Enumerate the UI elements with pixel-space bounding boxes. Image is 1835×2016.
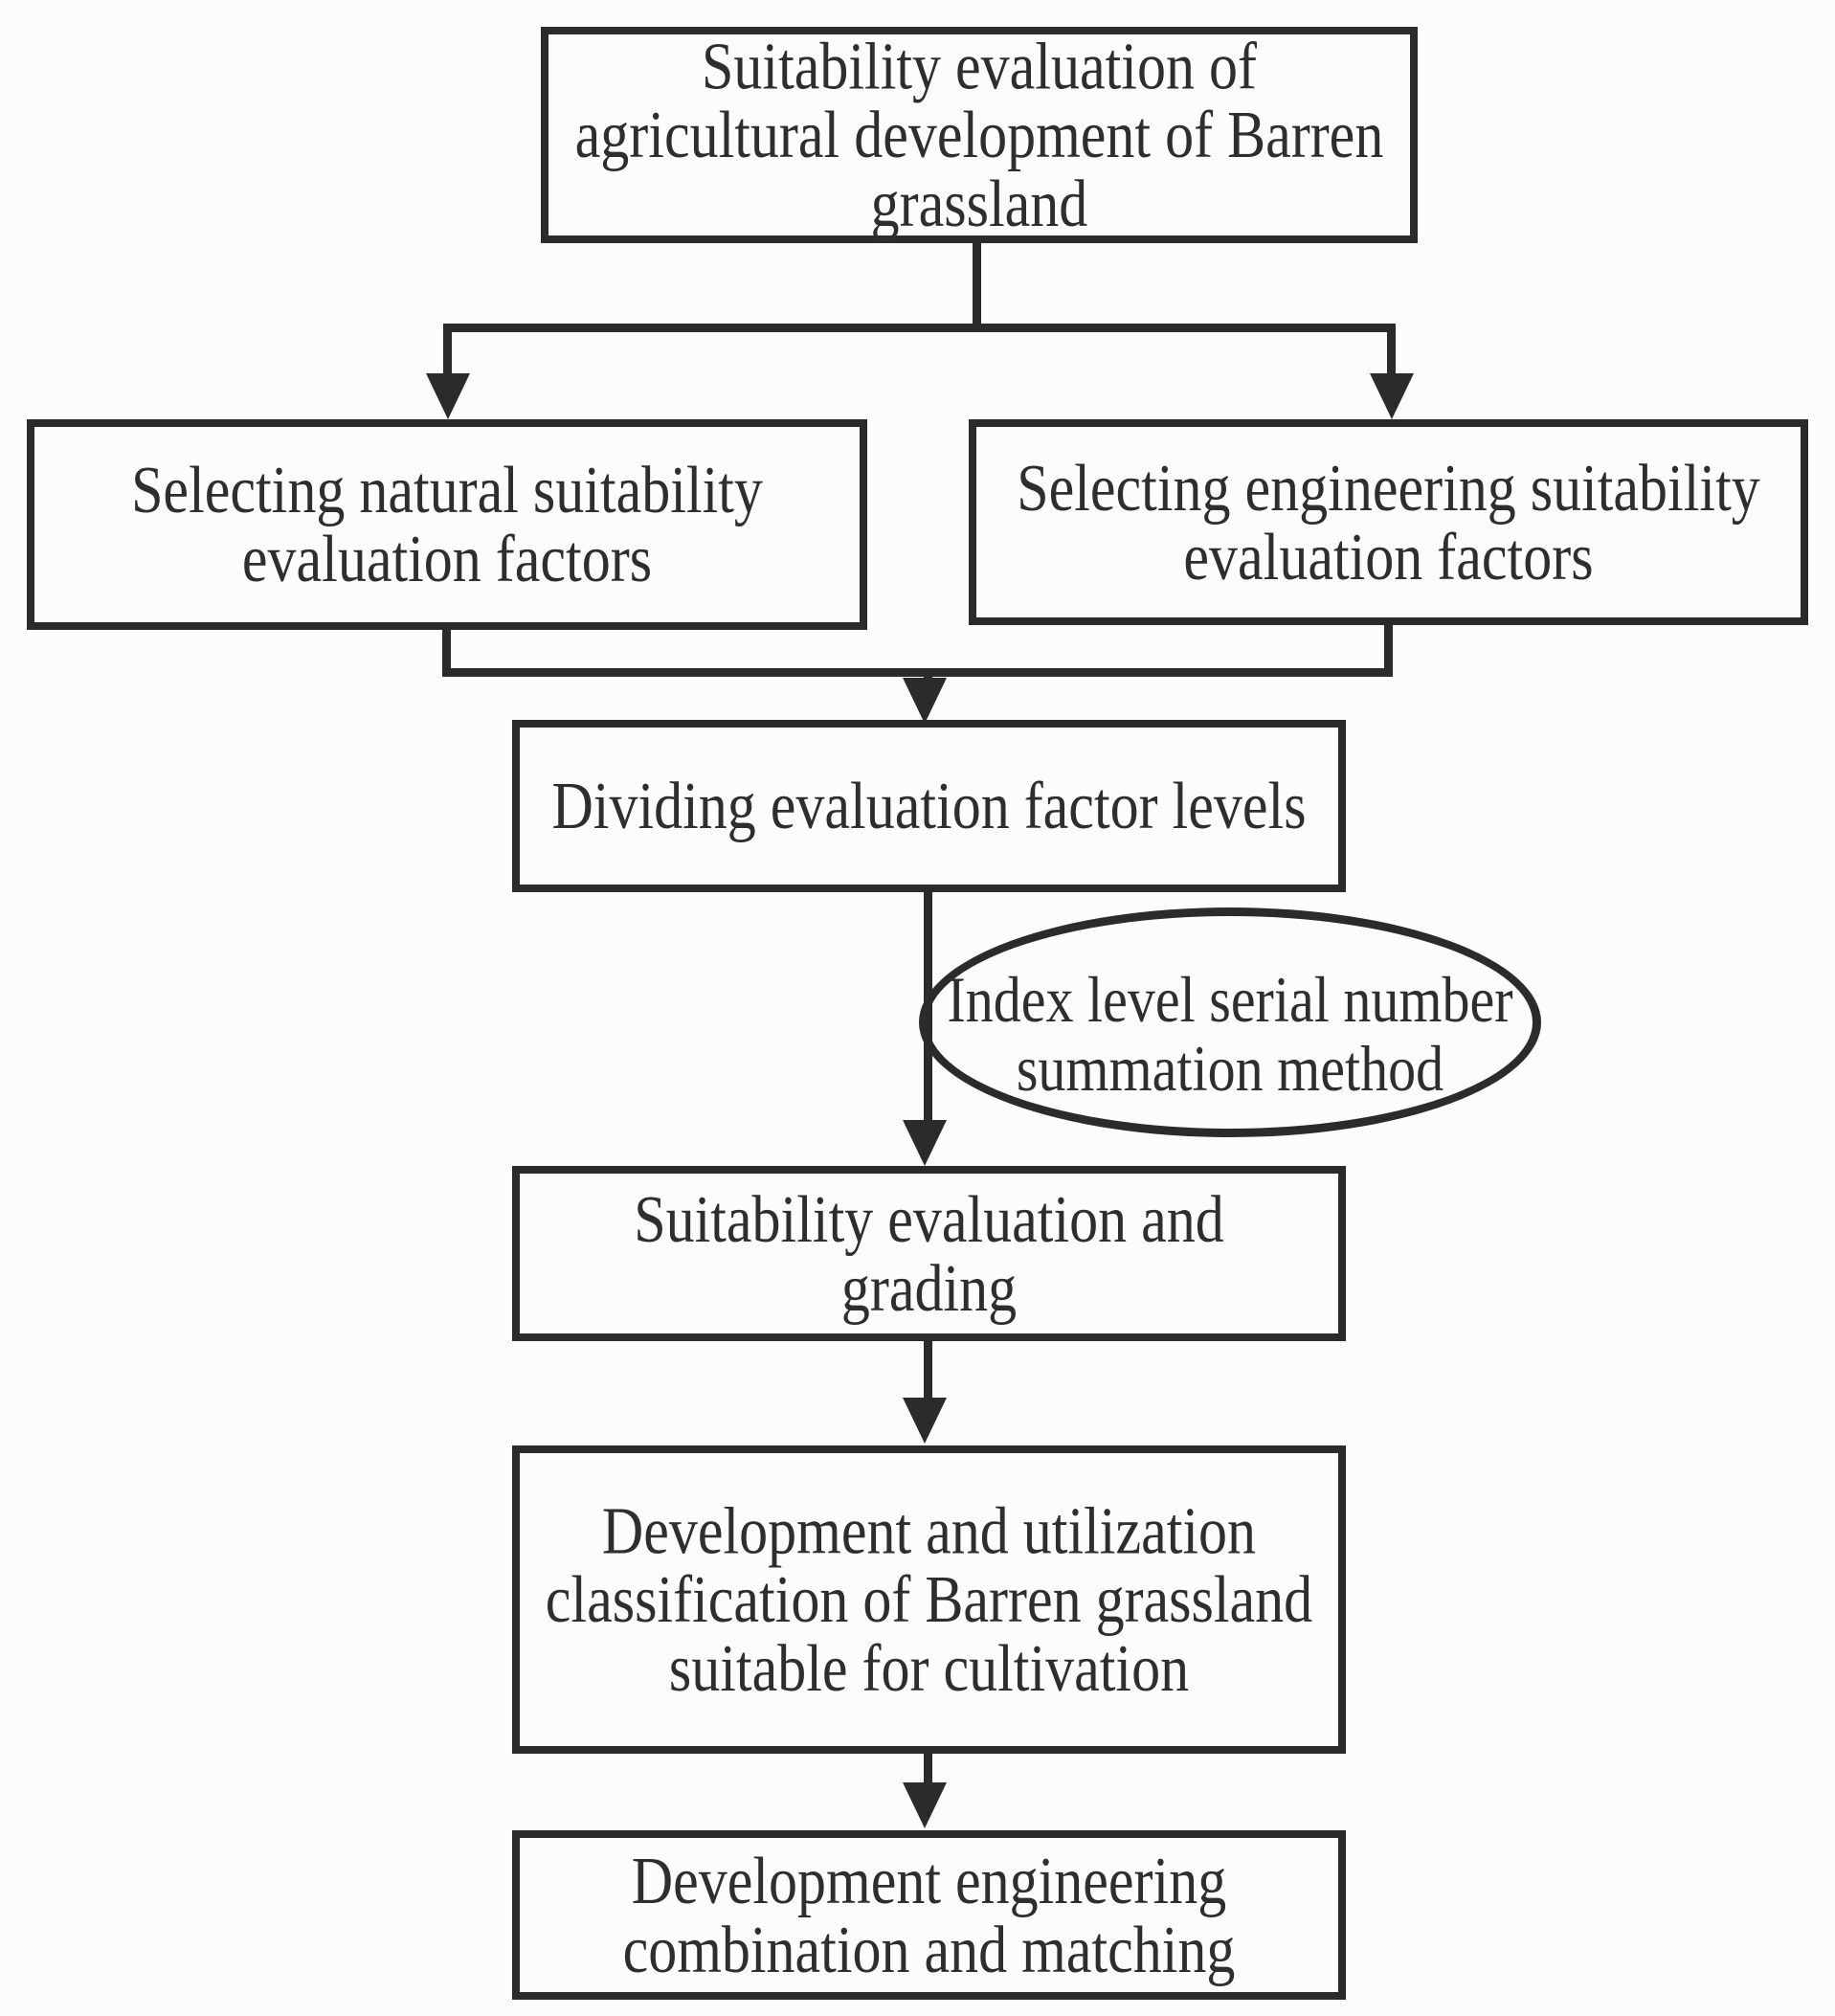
text-line: grading	[840, 1251, 1018, 1325]
node-natural-suitability-factors	[27, 419, 867, 630]
text-line: suitable for cultivation	[668, 1631, 1190, 1706]
connector-branch-left	[443, 324, 452, 375]
node-evaluation-and-grading	[512, 1166, 1346, 1341]
text-line: Development engineering	[631, 1844, 1227, 1917]
text-line: evaluation factors	[241, 522, 653, 596]
node-dividing-factor-levels	[512, 720, 1346, 892]
node-engineering-suitability-factors	[969, 419, 1808, 625]
connector-merge-horizontal	[442, 668, 1393, 677]
arrowhead-to-matching-box	[903, 1782, 947, 1828]
node-engineering-suitability-factors-text	[1017, 451, 1760, 594]
connector-title-stub	[973, 241, 981, 332]
ellipse-summation-method	[919, 907, 1541, 1137]
text-line: evaluation factors	[1183, 520, 1594, 594]
text-line: combination and matching	[622, 1913, 1236, 1986]
arrowhead-to-engineering-box	[1370, 373, 1414, 419]
node-suitability-evaluation-title-text	[574, 29, 1384, 241]
connector-branch-right	[1387, 324, 1396, 375]
text-line: Index level serial number	[947, 963, 1513, 1036]
text-line: summation method	[1016, 1032, 1444, 1105]
connector-classification-to-matching	[924, 1752, 932, 1784]
text-line: Development and utilization	[601, 1493, 1257, 1568]
text-line: Suitability evaluation of	[702, 29, 1257, 103]
arrowhead-to-classification-box	[903, 1398, 947, 1444]
text-line: Dividing evaluation factor levels	[551, 769, 1307, 843]
node-natural-suitability-factors-text	[131, 453, 763, 596]
arrowhead-to-grading-box	[903, 1120, 947, 1166]
connector-branch-horizontal	[443, 324, 1396, 332]
text-line: classification of Barren grassland	[545, 1562, 1313, 1637]
text-line: Selecting engineering suitability	[1017, 451, 1760, 525]
node-development-utilization-classification-text	[545, 1493, 1313, 1706]
node-engineering-combination-matching	[512, 1830, 1346, 2000]
arrowhead-to-dividing-box	[903, 678, 947, 724]
text-line: grassland	[870, 167, 1088, 241]
node-development-utilization-classification	[512, 1445, 1346, 1754]
text-line: Suitability evaluation and	[634, 1182, 1224, 1256]
connector-dividing-to-grading	[924, 890, 932, 1122]
text-line: Selecting natural suitability	[131, 453, 763, 527]
node-suitability-evaluation-title	[541, 27, 1418, 243]
connector-grading-to-classification	[924, 1339, 932, 1400]
node-engineering-combination-matching-text	[622, 1844, 1236, 1986]
arrowhead-to-natural-box	[426, 373, 470, 419]
node-evaluation-and-grading-text	[634, 1182, 1224, 1325]
text-line: agricultural development of Barren	[574, 98, 1384, 172]
ellipse-summation-method-text	[947, 941, 1512, 1103]
node-dividing-factor-levels-text	[551, 769, 1307, 843]
